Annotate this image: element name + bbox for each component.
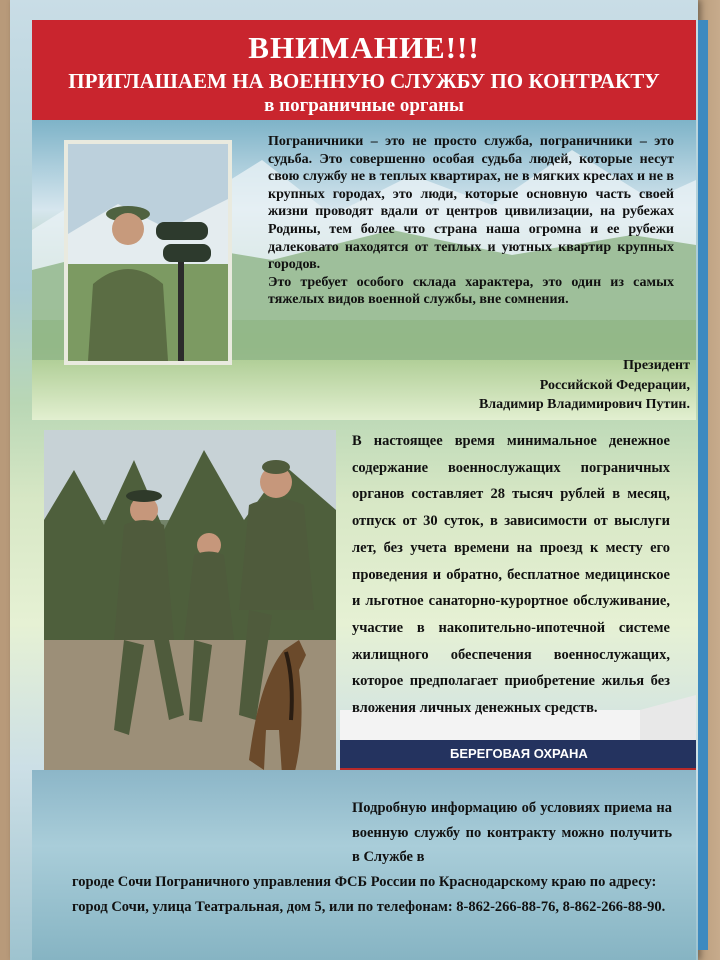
salary-info-text: В настоящее время минимальное денежное содержание военнослужащих пограничных органов составляет 28 тысяч рублей в месяц, отпуск от 30 суток, в зависимости от выслуги лет, без учета времени на проезд к месту его проведения и обратно, бесплатное медицинское и льготное санаторно-курортное обслуживание, участие в накопительно-ипотечной системе жилищного обеспечения военнослужащих, которое предполагает приобретение жилья без вложения личных денежных средств. <box>352 433 670 717</box>
header-subtitle2: в пограничные органы <box>264 95 464 116</box>
quote-paragraph-1: Пограничники – это не просто служба, пограничники – это судьба. Это совершенно особая судьба людей, которые несут свою службу не в теплых квартирах, не в мягких креслах и не в крупных городах, это люди, которые основную часть своей жизни проводят вдали от центров цивилизации, на рубежах Родины, тем более что страна наша огромна и ее рубежи далековато находятся от теплых и уютных квартир крупных городов. <box>268 134 674 273</box>
signature-line-3: Владимир Владимирович Путин. <box>478 397 690 412</box>
ship-label: БЕРЕГОВАЯ ОХРАНА <box>450 746 588 761</box>
quote-signature <box>390 356 690 415</box>
signature-line-2: Российской Федерации, <box>539 377 690 393</box>
header-subtitle: ПРИГЛАШАЕМ НА ВОЕННУЮ СЛУЖБУ ПО КОНТРАКТУ <box>68 69 660 93</box>
contact-info <box>72 796 672 920</box>
quote-paragraph-2: Это требует особого склада характера, это один из самых тяжелых видов военной службы, вне сомнения. <box>268 274 674 308</box>
president-quote <box>268 133 674 309</box>
contact-lead: Подробную информацию об условиях приема на военную службу по контракту можно получить в Службе в <box>352 800 672 866</box>
flyer-back-edge <box>698 20 708 950</box>
contact-rest: городе Сочи Пограничного управления ФСБ России по Краснодарскому краю по адресу: город Сочи, улица Театральная, дом 5, или по телефонам: 8-862-266-88-76, 8-862-266-88-90. <box>72 874 666 915</box>
soldier-binoculars-photo <box>64 140 232 365</box>
signature-line-1: Президент <box>623 358 690 373</box>
header-title: ВНИМАНИЕ!!! <box>248 30 480 65</box>
header-banner <box>32 20 696 120</box>
